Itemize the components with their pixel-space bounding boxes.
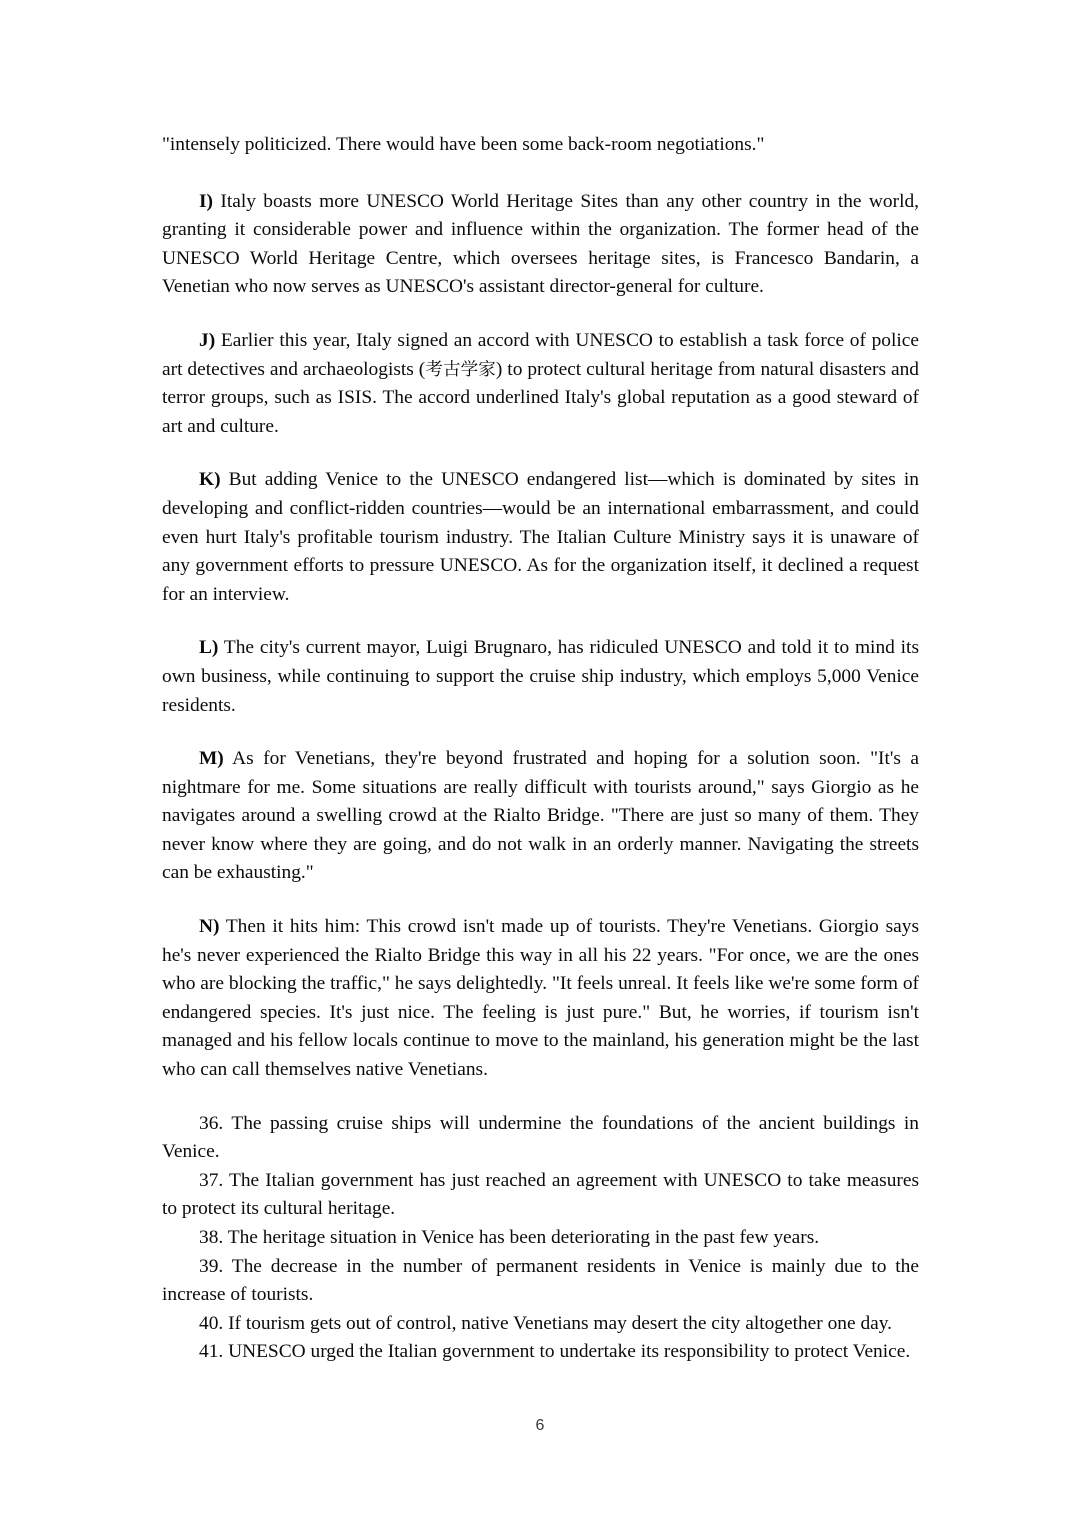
statement-item-36: 36. The passing cruise ships will undermine the foundations of the ancient buildings in Venice. <box>162 1112 919 1163</box>
statement-item-38: 38. The heritage situation in Venice has been deteriorating in the past few years. <box>199 1227 820 1248</box>
chinese-gloss-archaeologists: 考古学家 <box>425 359 496 380</box>
paragraph-text-L: The city's current mayor, Luigi Brugnaro, has ridiculed UNESCO and told it to mind its own business, while continuing to support the cruise ship industry, which employs 5,000 Venice residents. <box>162 637 919 716</box>
statement-list <box>162 1110 919 1367</box>
paragraph-text-N: Then it hits him: This crowd isn't made up of tourists. They're Venetians. Giorgio says he's never experienced the Rialto Bridge this way in all his 22 years. "For once, we are the ones who are blocking the traffic," he says delightedly. "It feels unreal. It feels like we're some form of endangered species. It's just nice. The feeling is just pure." But, he worries, if tourism isn't managed and his fellow locals continue to move to the mainland, his generation might be the last who can call themselves native Venetians. <box>162 916 919 1081</box>
paragraph-marker-K: K) <box>199 469 221 491</box>
paragraph-L <box>162 634 919 720</box>
paragraph-I <box>162 188 919 302</box>
statement-item-39: 39. The decrease in the number of permanent residents in Venice is mainly due to the increase of tourists. <box>162 1255 919 1306</box>
paragraph-marker-M: M) <box>199 748 224 770</box>
paragraph-marker-I: I) <box>199 190 214 212</box>
paragraph-marker-L: L) <box>199 637 219 659</box>
carryover-line: "intensely politicized. There would have been some back-room negotiations." <box>162 134 765 155</box>
page-number-footer: 6 <box>535 1417 545 1434</box>
paragraph-marker-N: N) <box>199 916 220 938</box>
paragraph-text-J-after-cjk: ) to protect cultural heritage from natural disasters and terror groups, such as ISIS. The accord underlined Italy's global reputation as a good steward of art and culture. <box>162 358 919 437</box>
paragraph-text-M: As for Venetians, they're beyond frustrated and hoping for a solution soon. "It's a nightmare for me. Some situations are really difficult with tourists around," says Giorgio as he navigates around a swelling crowd at the Rialto Bridge. "There are just so many of them. They never know where they are going, and do not walk in an orderly manner. Navigating the streets can be exhausting." <box>162 748 919 884</box>
paragraph-M <box>162 745 919 888</box>
paragraph-N <box>162 913 919 1085</box>
paragraph-K <box>162 466 919 609</box>
paragraph-text-I: Italy boasts more UNESCO World Heritage Sites than any other country in the world, granting it considerable power and influence within the organization. The former head of the UNESCO World Heritage Centre, which oversees heritage sites, is Francesco Bandarin, a Venetian who now serves as UNESCO's assistant director-general for culture. <box>162 190 919 298</box>
paragraph-text-J-before-cjk: Earlier this year, Italy signed an accord with UNESCO to establish a task force of police art detectives and archaeologists ( <box>162 329 919 380</box>
paragraph-J <box>162 327 919 441</box>
paragraph-text-K: But adding Venice to the UNESCO endangered list—which is dominated by sites in developing and conflict-ridden countries—would be an international embarrassment, and could even hurt Italy's profitable tourism industry. The Italian Culture Ministry says it is unaware of any government efforts to pressure UNESCO. As for the organization itself, it declined a request for an interview. <box>162 469 919 605</box>
paragraph-marker-J: J) <box>199 329 216 351</box>
statement-item-40: 40. If tourism gets out of control, native Venetians may desert the city altogether one day. <box>199 1312 893 1334</box>
statement-item-41: 41. UNESCO urged the Italian government to undertake its responsibility to protect Venice. <box>199 1341 911 1363</box>
statement-item-37: 37. The Italian government has just reached an agreement with UNESCO to take measures to protect its cultural heritage. <box>162 1169 919 1220</box>
page-content <box>162 131 919 1367</box>
